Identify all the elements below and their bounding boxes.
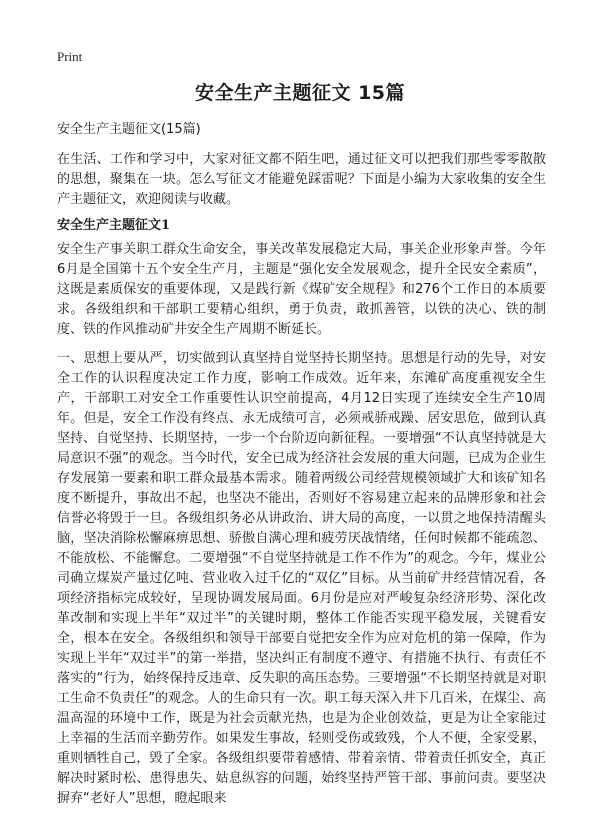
document-subtitle: 安全生产主题征文(15篇) xyxy=(57,122,201,137)
body-paragraph-2: 一、思想上要从严，切实做到认真坚持自觉坚持长期坚持。思想是行动的先导，对安全工作的认识程度决定工作力度，影响工作成效。近年来，东滩矿高度重视安全生产，干部职工对安全工作重要性认识空前提高，4月12日实现了连续安全生产10周年。但是，安全工作没有终点、永无成绩可言，必须戒骄戒躁、居安思危，做到认真坚持、自觉坚持、长期坚持，一步一个台阶迈向新征程。一要增强“不认真坚持就是大局意识不强”的观念。当今时代，安全已成为经济社会发展的重大问题，已成为企业生存发展第一要素和职工群众最基本需求。随着两级公司经营规模领域扩大和该矿知名度不断提升，事故出不起，也坚决不能出，否则好不容易建立起来的品牌形象和社会信誉必将毁于一旦。各级组织务必从讲政治、讲大局的高度，一以贯之地保持清醒头脑，坚决消除松懈麻痹思想、骄傲自满心理和疲劳厌战情绪，任何时候都不能疏忽、不能放松、不能懈怠。二要增强“不自觉坚持就是工作不作为”的观念。今年，煤业公司确立煤炭产量过亿吨、营业收入过千亿的“双亿”目标。从当前矿井经营情况看，各项经济指标完成较好，呈现协调发展局面。6月份是应对严峻复杂经济形势、深化改革改制和实现上半年“双过半”的关键时期，整体工作能否实现平稳发展，关键看安全，根本在安全。各级组织和领导干部要自觉把安全作为应对危机的第一保障，作为实现上半年“双过半”的第一举措，坚决纠正有制度不遵守、有措施不执行、有责任不落实的“行为，始终保持反违章、反失职的高压态势。三要增强“不长期坚持就是对职工生命不负责任”的观念。人的生命只有一次。职工每天深入井下几百米，在煤尘、高温高湿的环境中工作，既是为社会贡献光热，也是为企业创效益，更是为让全家能过上幸福的生活而辛勤劳作。如果发生事故，轻则受伤或致残，个人不便，全家受累，重则牺牲自己，毁了全家。各级组织要带着感情、带着亲情、带着责任抓安全，真正解决时紧时松、患得患失、姑息纵容的问题，始终坚持严管干部、事前问责。要坚决摒弃“老好人”思想，瞪起眼来 xyxy=(57,351,546,806)
document-title: 安全生产主题征文 15篇 xyxy=(194,82,406,104)
body-paragraph-1: 安全生产事关职工群众生命安全，事关改革发展稳定大局，事关企业形象声誉。今年6月是全国第十五个安全生产月，主题是“强化安全发展观念，提升全民安全素质”，这既是素质保安的重要体现，又是践行新《煤矿安全规程》和276个工作日的本质要求。各级组织和干部职工要精心组织，勇于负责，敢抓善管，以铁的决心、铁的制度、铁的作风推动矿井安全生产周期不断延长。 xyxy=(57,242,546,337)
intro-paragraph: 在生活、工作和学习中，大家对征文都不陌生吧，通过征文可以把我们那些零零散散的思想，聚集在一块。怎么写征文才能避免踩雷呢？下面是小编为大家收集的安全生产主题征文，欢迎阅读与收藏。 xyxy=(57,152,546,207)
section-heading: 安全生产主题征文1 xyxy=(57,218,171,233)
print-label: Print xyxy=(57,49,83,64)
